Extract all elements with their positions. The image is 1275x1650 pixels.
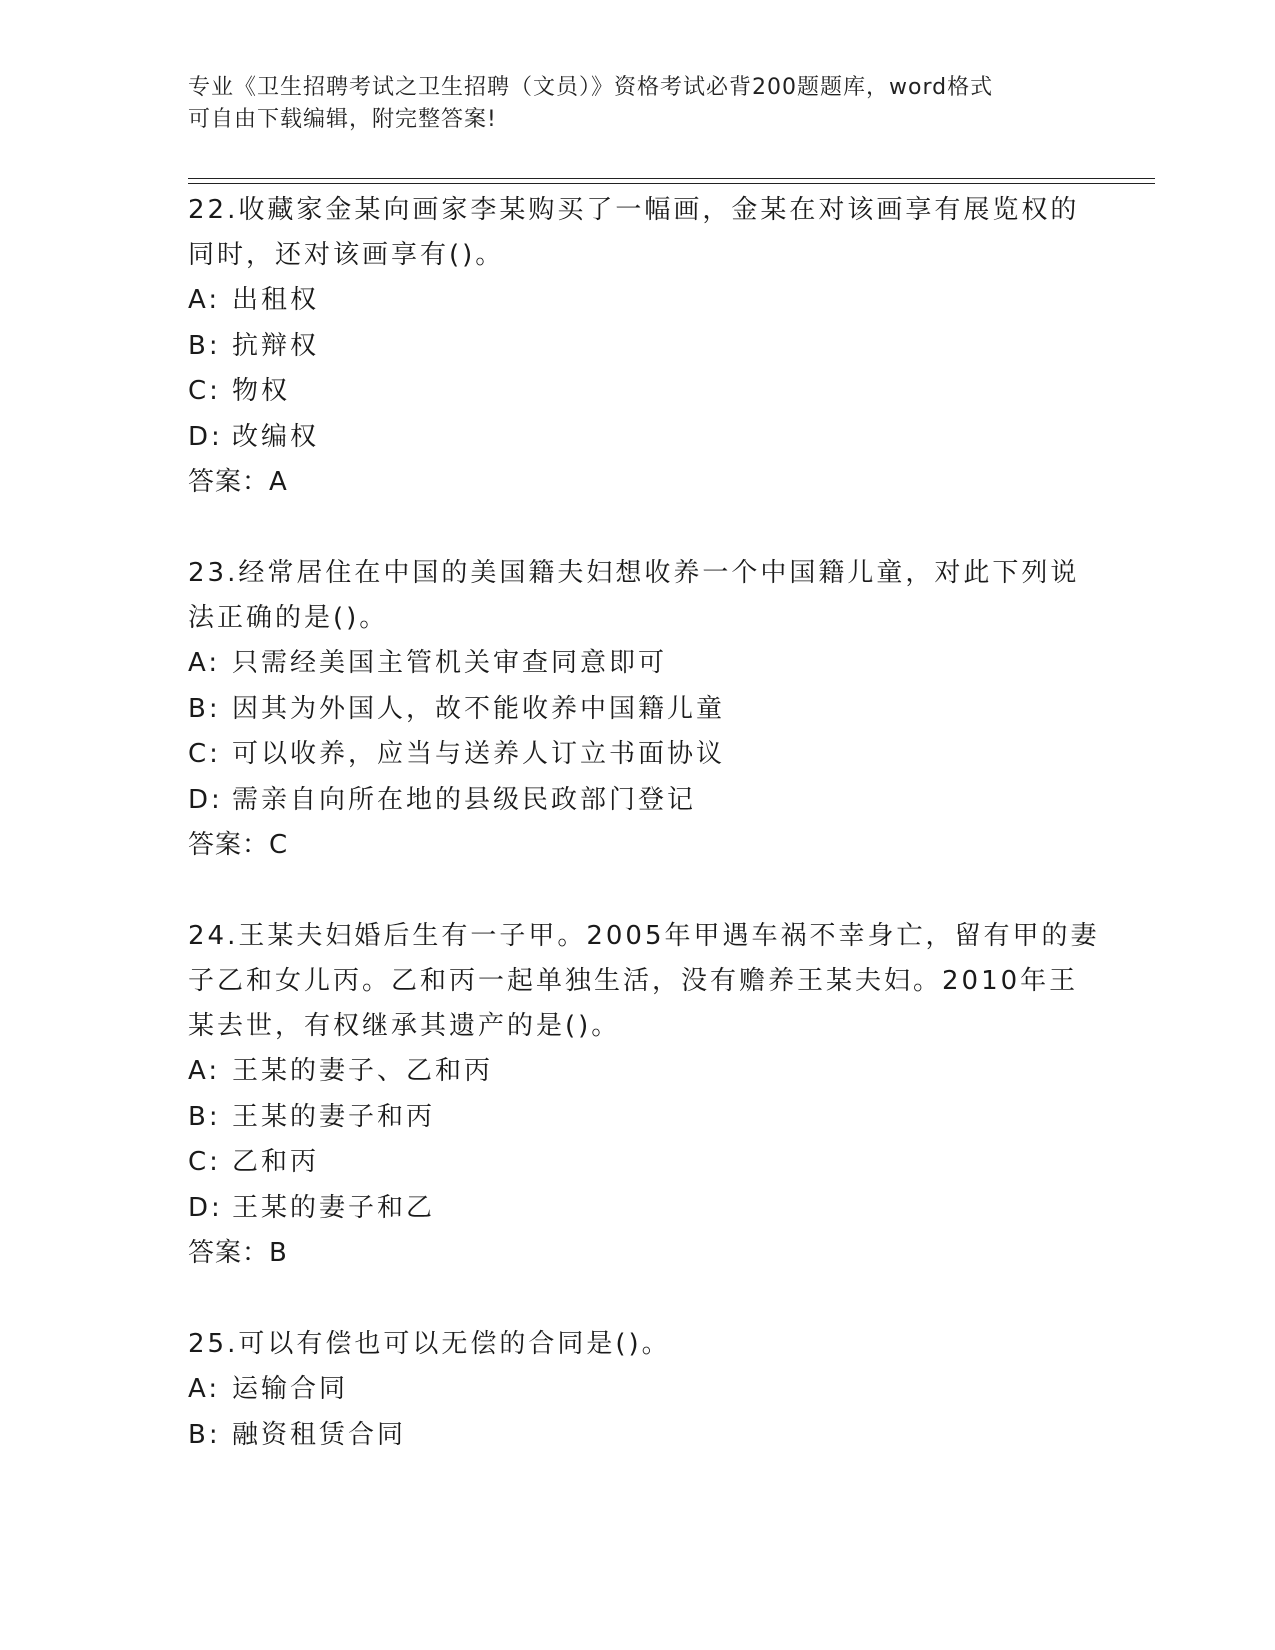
header-divider-bottom: [188, 183, 1155, 184]
option-text: 抗辩权: [232, 330, 320, 361]
header-line-2: 可自由下载编辑，附完整答案!: [188, 107, 497, 132]
answer-option: [188, 687, 1088, 733]
answer-key: 答案：C: [188, 830, 289, 860]
answer-option: [188, 641, 1088, 687]
answer-option: [188, 1095, 1088, 1141]
option-text: 需亲自向所在地的县级民政部门登记: [232, 784, 697, 815]
question-text: 同时，还对该画享有()。: [188, 240, 505, 270]
question-text: 某去世，有权继承其遗产的是()。: [188, 1011, 621, 1041]
question-block: [188, 551, 1088, 868]
option-text: 王某的妻子、乙和丙: [232, 1056, 494, 1086]
answer-option: [188, 415, 1088, 461]
question-spacer: [188, 1276, 1088, 1322]
option-text: 王某的妻子和乙: [232, 1192, 436, 1223]
question-text: 25.可以有偿也可以无偿的合同是()。: [188, 1329, 671, 1359]
answer-option: [188, 1186, 1088, 1232]
option-letter: D:: [188, 421, 223, 452]
option-text: 乙和丙: [232, 1147, 320, 1177]
option-text: 融资租赁合同: [232, 1419, 407, 1450]
option-letter: B:: [188, 1101, 221, 1132]
option-text: 只需经美国主管机关审查同意即可: [232, 648, 668, 678]
option-text: 因其为外国人，故不能收养中国籍儿童: [232, 693, 726, 724]
question-spacer: [188, 868, 1088, 914]
option-letter: B:: [188, 330, 221, 361]
question-block: [188, 914, 1100, 1276]
header-line-1: 专业《卫生招聘考试之卫生招聘（文员）》资格考试必背200题题库，word格式: [188, 75, 994, 100]
option-text: 改编权: [232, 421, 320, 452]
answer-option: [188, 1049, 1088, 1095]
answer-key: 答案：A: [188, 467, 288, 497]
answer-option: [188, 369, 1088, 415]
answer-option: [188, 324, 1088, 370]
option-letter: D:: [188, 784, 223, 815]
answer-option: [188, 1413, 1088, 1459]
question-list: [188, 188, 1100, 1458]
document-header: [188, 72, 1068, 136]
answer-option: [188, 1140, 1088, 1186]
option-letter: D:: [188, 1192, 223, 1223]
option-letter: C:: [188, 1147, 221, 1177]
header-divider-top: [188, 178, 1155, 179]
option-letter: B:: [188, 1419, 221, 1450]
question-text: 子乙和女儿丙。乙和丙一起单独生活，没有赡养王某夫妇。2010年王: [188, 966, 1079, 996]
option-letter: A:: [188, 648, 221, 678]
option-text: 物权: [232, 376, 291, 406]
option-letter: A:: [188, 285, 221, 315]
option-letter: C:: [188, 376, 221, 406]
question-spacer: [188, 505, 1088, 551]
question-text: 24.王某夫妇婚后生有一子甲。2005年甲遇车祸不幸身亡，留有甲的妻: [188, 921, 1100, 951]
option-text: 可以收养，应当与送养人订立书面协议: [232, 739, 726, 769]
option-letter: B:: [188, 693, 221, 724]
option-text: 出租权: [232, 285, 320, 315]
question-block: [188, 188, 1088, 505]
answer-option: [188, 1367, 1088, 1413]
answer-option: [188, 278, 1088, 324]
question-text: 22.收藏家金某向画家李某购买了一幅画，金某在对该画享有展览权的: [188, 195, 1080, 225]
answer-option: [188, 732, 1088, 778]
option-letter: A:: [188, 1374, 221, 1404]
option-text: 运输合同: [232, 1374, 349, 1404]
question-block: [188, 1322, 1088, 1458]
question-text: 23.经常居住在中国的美国籍夫妇想收养一个中国籍儿童，对此下列说: [188, 558, 1080, 588]
option-letter: C:: [188, 739, 221, 769]
answer-option: [188, 778, 1088, 824]
question-text: 法正确的是()。: [188, 603, 389, 633]
option-letter: A:: [188, 1056, 221, 1086]
option-text: 王某的妻子和丙: [232, 1101, 436, 1132]
answer-key: 答案：B: [188, 1238, 288, 1268]
